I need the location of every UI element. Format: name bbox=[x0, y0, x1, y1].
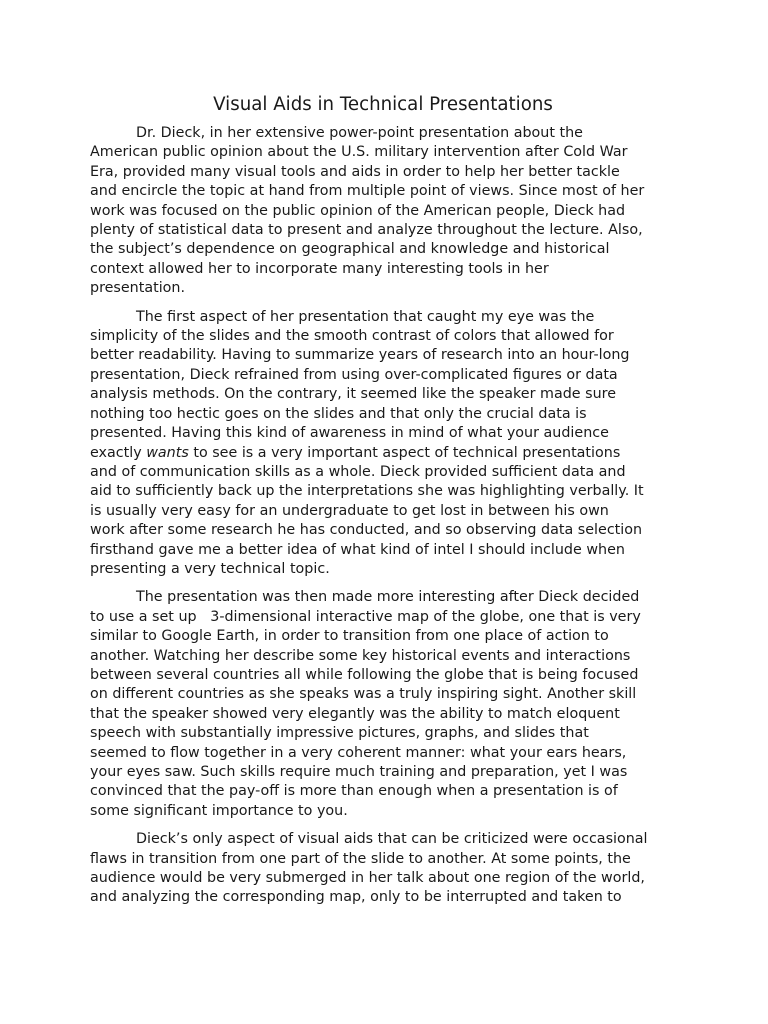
paragraph-3 bbox=[90, 588, 676, 821]
text-line: aid to sufficiently back up the interpretations she was highlighting verbally. It bbox=[90, 483, 644, 500]
text-line: flaws in transition from one part of the slide to another. At some points, the bbox=[90, 850, 631, 867]
emphasized-word: wants bbox=[146, 444, 189, 461]
text-line: to use a set up 3-dimensional interactive map of the globe, one that is very bbox=[90, 608, 641, 625]
text-line: plenty of statistical data to present and analyze throughout the lecture. Also, bbox=[90, 222, 643, 239]
text-line: Dieck’s only aspect of visual aids that can be criticized were occasional bbox=[136, 831, 648, 848]
document-title: Visual Aids in Technical Presentations bbox=[213, 94, 553, 115]
text-line: seemed to flow together in a very coherent manner: what your ears hears, bbox=[90, 744, 627, 761]
text-line: nothing too hectic goes on the slides and that only the crucial data is bbox=[90, 405, 587, 422]
text-line: work after some research he has conducted, and so observing data selection bbox=[90, 522, 643, 539]
text-line: audience would be very submerged in her talk about one region of the world, bbox=[90, 870, 645, 887]
document-page bbox=[90, 92, 676, 917]
text-line: The presentation was then made more interesting after Dieck decided bbox=[136, 589, 640, 606]
text-line: is usually very easy for an undergraduate to get lost in between his own bbox=[90, 502, 609, 519]
text-line: American public opinion about the U.S. military intervention after Cold War bbox=[90, 144, 628, 161]
paragraph-1 bbox=[90, 124, 676, 299]
text-line: and of communication skills as a whole. Dieck provided sufficient data and bbox=[90, 463, 626, 480]
text-line: some significant importance to you. bbox=[90, 802, 348, 819]
text-line: better readability. Having to summarize years of research into an hour-long bbox=[90, 347, 630, 364]
text-line: context allowed her to incorporate many interesting tools in her bbox=[90, 260, 549, 277]
text-line: presentation, Dieck refrained from using over-complicated figures or data bbox=[90, 366, 618, 383]
text-line: presented. Having this kind of awareness in mind of what your audience bbox=[90, 425, 609, 442]
text-line: Era, provided many visual tools and aids in order to help her better tackle bbox=[90, 163, 620, 180]
text-line: between several countries all while following the globe that is being focused bbox=[90, 666, 639, 683]
text-segment: to see is a very important aspect of technical presentations bbox=[188, 444, 621, 461]
text-line: convinced that the pay-off is more than enough when a presentation is of bbox=[90, 783, 618, 800]
text-line: analysis methods. On the contrary, it seemed like the speaker made sure bbox=[90, 386, 616, 403]
text-line: your eyes saw. Such skills require much training and preparation, yet I was bbox=[90, 764, 628, 780]
paragraph-2 bbox=[90, 308, 676, 580]
text-line: Dr. Dieck, in her extensive power-point presentation about the bbox=[136, 125, 583, 141]
text-line: the subject’s dependence on geographical and knowledge and historical bbox=[90, 241, 610, 258]
paragraph-4 bbox=[90, 830, 676, 908]
text-line: presenting a very technical topic. bbox=[90, 560, 330, 577]
text-line: presentation. bbox=[90, 280, 186, 297]
text-line: another. Watching her describe some key historical events and interactions bbox=[90, 647, 631, 664]
text-line: and analyzing the corresponding map, only to be interrupted and taken to bbox=[90, 889, 622, 906]
text-line: simplicity of the slides and the smooth contrast of colors that allowed for bbox=[90, 328, 614, 345]
text-line: similar to Google Earth, in order to transition from one place of action to bbox=[90, 628, 609, 645]
text-line: speech with substantially impressive pictures, graphs, and slides that bbox=[90, 725, 589, 742]
text-line-emphasis bbox=[90, 444, 676, 463]
text-line: that the speaker showed very elegantly was the ability to match eloquent bbox=[90, 705, 620, 722]
text-line: The first aspect of her presentation that caught my eye was the bbox=[136, 308, 595, 325]
text-line: on different countries as she speaks was a truly inspiring sight. Another skill bbox=[90, 686, 637, 703]
text-line: firsthand gave me a better idea of what kind of intel I should include when bbox=[90, 541, 625, 558]
text-segment: exactly bbox=[90, 444, 147, 461]
text-line: work was focused on the public opinion of the American people, Dieck had bbox=[90, 202, 626, 219]
text-line: and encircle the topic at hand from multiple point of views. Since most of her bbox=[90, 183, 645, 200]
